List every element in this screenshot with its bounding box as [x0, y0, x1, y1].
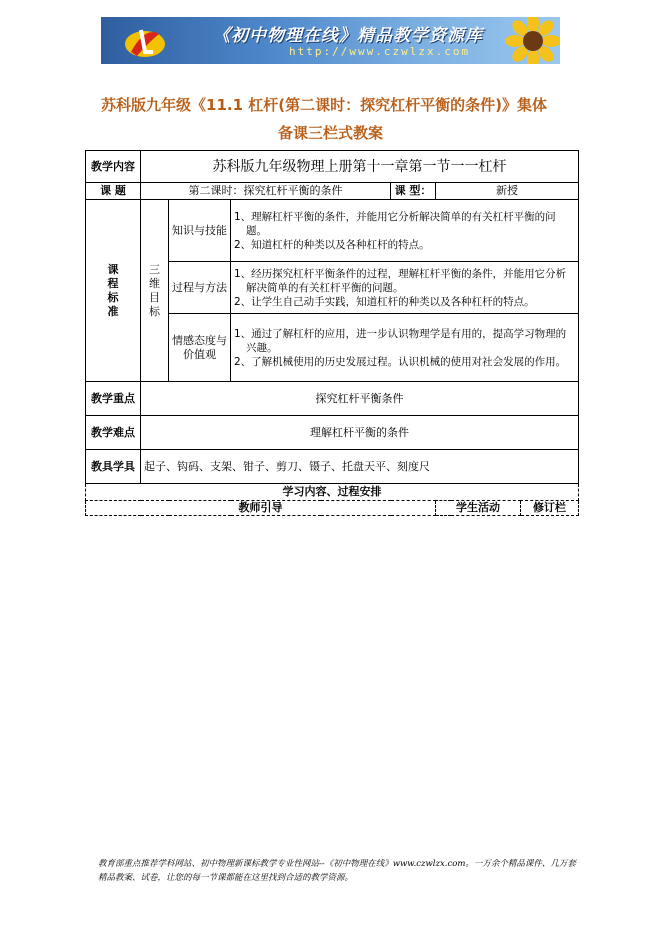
document-title: 苏科版九年级《11.1 杠杆(第二课时：探究杠杆平衡的条件)》集体	[101, 96, 547, 114]
page-footer: 教育部重点推荐学科网站、初中物理新课标教学专业性网站--《初中物理在线》www.czwlzx.com。一万余个精品课件、几万套精品教案、试卷，让您的每一节课都能在这里找到合适的教学资源。	[98, 859, 576, 883]
banner-url[interactable]: http://www.czwlzx.com	[289, 45, 471, 58]
type-label: 课 型：	[391, 183, 436, 200]
teach-content-label: 教学内容	[86, 151, 141, 183]
goal-name-attitude: 情感态度与价值观	[169, 314, 231, 382]
col-teacher-header: 教师引导	[86, 501, 436, 516]
key-point-value: 探究杠杆平衡条件	[141, 382, 579, 416]
site-banner	[101, 17, 560, 64]
teach-content-value: 苏科版九年级物理上册第十一章第一节一一杠杆	[141, 151, 579, 183]
tools-label: 教具学具	[86, 450, 141, 484]
site-logo-icon	[123, 22, 167, 60]
section-header: 学习内容、过程安排	[86, 484, 579, 501]
banner-title: 《初中物理在线》精品教学资源库	[213, 26, 483, 46]
tools-value: 起子、钩码、支架、钳子、剪刀、镊子、托盘天平、刻度尺	[141, 450, 579, 484]
difficulty-value: 理解杠杆平衡的条件	[141, 416, 579, 450]
sunflower-icon	[503, 17, 560, 64]
standard-label: 课 程 标 准	[86, 200, 141, 382]
goal-items-process: 1、经历探究杠杆平衡条件的过程，理解杠杆平衡的条件，并能用它分析解决简单的有关杠杆平衡的问题。 2、让学生自己动手实践，知道杠杆的种类以及各种杠杆的特点。	[231, 262, 579, 314]
lesson-plan-table	[85, 150, 579, 516]
col-student-header: 学生活动	[436, 501, 521, 516]
goal-items-knowledge: 1、理解杠杆平衡的条件，并能用它分析解决简单的有关杠杆平衡的问题。 2、知道杠杆的种类以及各种杠杆的特点。	[231, 200, 579, 262]
goal-name-knowledge: 知识与技能	[169, 200, 231, 262]
col-revise-header: 修订栏	[521, 501, 579, 516]
three-dim-label: 三 维 目 标	[141, 200, 169, 382]
topic-label: 课 题	[86, 183, 141, 200]
goal-name-process: 过程与方法	[169, 262, 231, 314]
document-subtitle: 备课三栏式教案	[277, 124, 383, 142]
key-point-label: 教学重点	[86, 382, 141, 416]
difficulty-label: 教学难点	[86, 416, 141, 450]
type-value: 新授	[436, 183, 579, 200]
goal-items-attitude: 1、通过了解杠杆的应用，进一步认识物理学是有用的，提高学习物理的兴趣。 2、了解机械使用的历史发展过程。认识机械的使用对社会发展的作用。	[231, 314, 579, 382]
topic-value: 第二课时：探究杠杆平衡的条件	[141, 183, 391, 200]
